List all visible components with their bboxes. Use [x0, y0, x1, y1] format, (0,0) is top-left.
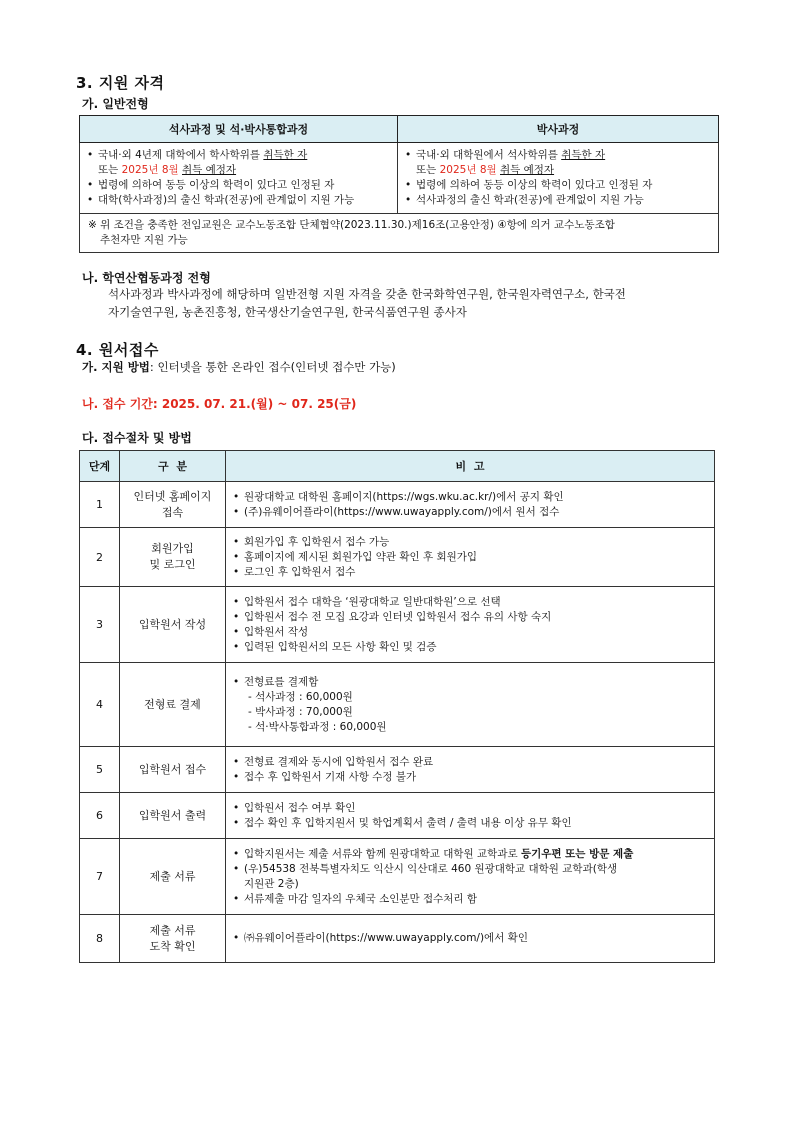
general-admission-title: 가. 일반전형 [82, 97, 149, 111]
remark-text: 홈페이지에 제시된 회원가입 약관 확인 후 회원가입 [244, 550, 478, 563]
doctoral-req-1-underlined: 취득한 자 [561, 149, 606, 161]
step-category [120, 839, 226, 915]
remark-text: 입학원서 접수 대학을 ‘원광대학교 일반대학원’으로 선택 [244, 595, 501, 608]
category-line-1: 입학원서 작성 [138, 617, 207, 631]
doctoral-req-1b-date: 2025년 8월 [439, 164, 497, 176]
list-item [404, 193, 712, 208]
table-row [80, 663, 715, 747]
procedure-header-row [80, 451, 715, 482]
step-number: 6 [80, 793, 120, 839]
masters-req-1b-date: 2025년 8월 [121, 164, 179, 176]
category-line-1: 입학원서 출력 [138, 808, 207, 822]
fee-masters: - 석사과정 : 60,000원 [248, 690, 353, 703]
step-category [120, 587, 226, 663]
doctoral-req-1b-prefix: 또는 [416, 164, 440, 176]
list-item [232, 550, 708, 565]
list-item [232, 535, 708, 550]
list-item [232, 862, 708, 892]
table-row [80, 915, 715, 963]
remark-text: (주)유웨이어플라이(https://www.uwayapply.com/)에서 원서 접수 [244, 505, 560, 518]
remark-text: 로그인 후 입학원서 접수 [244, 565, 356, 578]
remark-text: (우)54538 전북특별자치도 익산시 익산대로 460 원광대학교 대학원 교학과(학생 [244, 862, 618, 875]
remark-text: 입학원서 작성 [244, 625, 309, 638]
masters-req-3: 대학(학사과정)의 출신 학과(전공)에 관계없이 지원 가능 [98, 194, 355, 206]
step-category [120, 528, 226, 587]
remark-text: 입학원서 접수 여부 확인 [244, 801, 356, 814]
list-item [232, 640, 708, 655]
category-line-1: 제출 서류 [149, 869, 196, 883]
category-line-1: 제출 서류 [149, 923, 196, 937]
masters-req-1-underlined: 취득한 자 [263, 149, 308, 161]
remark-text: ㈜유웨이어플라이(https://www.uwayapply.com/)에서 확인 [244, 932, 528, 944]
step-category [120, 663, 226, 747]
step-remarks [226, 482, 715, 528]
category-line-1: 입학원서 접수 [138, 762, 207, 776]
remark-emphasis: 등기우편 또는 방문 제출 [520, 847, 634, 860]
list-item [404, 148, 712, 178]
step-category [120, 482, 226, 528]
doctoral-header: 박사과정 [398, 116, 719, 143]
remark-text: 입학원서 접수 전 모집 요강과 인터넷 입학원서 접수 유의 사항 숙지 [244, 610, 552, 623]
list-item [232, 931, 708, 946]
doctoral-req-2: 법령에 의하여 동등 이상의 학력이 있다고 인정된 자 [416, 179, 653, 191]
masters-req-1b-prefix: 또는 [98, 164, 122, 176]
table-row [80, 839, 715, 915]
doctoral-req-3: 석사과정의 출신 학과(전공)에 관계없이 지원 가능 [416, 194, 644, 206]
list-item [86, 148, 391, 178]
note-line-2: 추천자만 지원 가능 [100, 234, 188, 246]
step-number: 5 [80, 747, 120, 793]
eligibility-body-row [80, 143, 719, 214]
remark-text: 접수 확인 후 입학지원서 및 학업계획서 출력 / 출력 내용 이상 유무 확인 [244, 816, 572, 829]
step-remarks [226, 663, 715, 747]
eligibility-note-row [80, 214, 719, 253]
masters-req-1b-underlined: 취득 예정자 [182, 164, 237, 176]
list-item [232, 770, 708, 785]
step-number: 4 [80, 663, 120, 747]
category-line-1: 전형료 결제 [144, 697, 201, 711]
category-line-2: 도착 확인 [149, 939, 196, 953]
step-remarks [226, 587, 715, 663]
application-method-text: : 인터넷을 통한 온라인 접수(인터넷 접수만 가능) [149, 360, 396, 374]
list-item [232, 505, 708, 520]
category-line-1: 회원가입 [151, 542, 194, 555]
step-number: 3 [80, 587, 120, 663]
table-row [80, 747, 715, 793]
list-item [404, 178, 712, 193]
table-row [80, 793, 715, 839]
note-line-1: ※ 위 조건을 충족한 전임교원은 교수노동조합 단체협약(2023.11.30.)제16조(고용안정) ④항에 의거 교수노동조합 [88, 219, 615, 231]
table-row [80, 528, 715, 587]
step-remarks [226, 793, 715, 839]
list-item [232, 847, 708, 862]
doctoral-req-1: 국내·외 대학원에서 석사학위를 [416, 149, 562, 161]
list-item [232, 755, 708, 770]
list-item [232, 595, 708, 610]
list-item [232, 490, 708, 505]
masters-req-1: 국내·외 4년제 대학에서 학사학위를 [98, 149, 264, 161]
remark-text: 서류제출 마감 일자의 우체국 소인분만 접수처리 함 [244, 892, 478, 905]
application-method [82, 358, 396, 376]
masters-header: 석사과정 및 석·박사통합과정 [80, 116, 398, 143]
list-item [232, 565, 708, 580]
step-number: 1 [80, 482, 120, 528]
list-item [86, 193, 391, 208]
eligibility-table [79, 115, 719, 253]
remark-text: 전형료를 결제함 [244, 675, 319, 688]
list-item [232, 816, 708, 831]
remark-text: 입력된 입학원서의 모든 사항 확인 및 검증 [244, 640, 437, 653]
procedure-title: 다. 접수절차 및 방법 [82, 431, 192, 445]
remark-text-continued: 지원관 2층) [244, 877, 299, 890]
application-method-label: 가. 지원 방법 [82, 360, 150, 374]
doctoral-cell [398, 143, 719, 214]
category-line-2: 접속 [161, 505, 184, 519]
step-remarks [226, 528, 715, 587]
fee-integrated: - 석·박사통합과정 : 60,000원 [248, 720, 387, 733]
section-4-title: 4. 원서접수 [76, 341, 159, 359]
step-remarks [226, 839, 715, 915]
step-number: 7 [80, 839, 120, 915]
masters-cell [80, 143, 398, 214]
remark-text: 입학지원서는 제출 서류와 함께 원광대학교 대학원 교학과로 [244, 847, 521, 860]
step-category [120, 915, 226, 963]
remark-text: 전형료 결제와 동시에 입학원서 접수 완료 [244, 755, 434, 768]
industry-admission-line-1: 석사과정과 박사과정에 해당하며 일반전형 지원 자격을 갖춘 한국화학연구원, 한국원자력연구소, 한국전 [108, 287, 626, 301]
step-remarks [226, 915, 715, 963]
step-category [120, 793, 226, 839]
remark-text: 원광대학교 대학원 홈페이지(https://wgs.wku.ac.kr/)에서 공지 확인 [244, 490, 564, 503]
eligibility-header-row [80, 116, 719, 143]
application-period: 나. 접수 기간: 2025. 07. 21.(월) ~ 07. 25(금) [82, 397, 357, 411]
remarks-header: 비 고 [226, 451, 715, 482]
category-line-1: 인터넷 홈페이지 [133, 489, 212, 503]
step-category [120, 747, 226, 793]
table-row [80, 587, 715, 663]
list-item [232, 675, 708, 690]
remark-text: 회원가입 후 입학원서 접수 가능 [244, 535, 390, 548]
category-line-2: 및 로그인 [149, 558, 196, 571]
list-item [232, 892, 708, 907]
step-header: 단계 [80, 451, 120, 482]
eligibility-note [80, 214, 719, 253]
masters-req-2: 법령에 의하여 동등 이상의 학력이 있다고 인정된 자 [98, 179, 335, 191]
industry-admission-title: 나. 학연산협동과정 전형 [82, 271, 211, 285]
list-item [232, 801, 708, 816]
remark-text: 접수 후 입학원서 기재 사항 수정 불가 [244, 770, 417, 783]
industry-admission-text [108, 285, 728, 321]
industry-admission-line-2: 자기술연구원, 농촌진흥청, 한국생산기술연구원, 한국식품연구원 종사자 [108, 305, 467, 319]
step-remarks [226, 747, 715, 793]
fee-doctoral: - 박사과정 : 70,000원 [248, 705, 353, 718]
list-item [232, 625, 708, 640]
procedure-table [79, 450, 715, 963]
list-item [86, 178, 391, 193]
category-header: 구 분 [120, 451, 226, 482]
step-number: 8 [80, 915, 120, 963]
list-item [232, 610, 708, 625]
doctoral-req-1b-underlined: 취득 예정자 [500, 164, 555, 176]
step-number: 2 [80, 528, 120, 587]
table-row [80, 482, 715, 528]
section-3-title: 3. 지원 자격 [76, 74, 165, 92]
